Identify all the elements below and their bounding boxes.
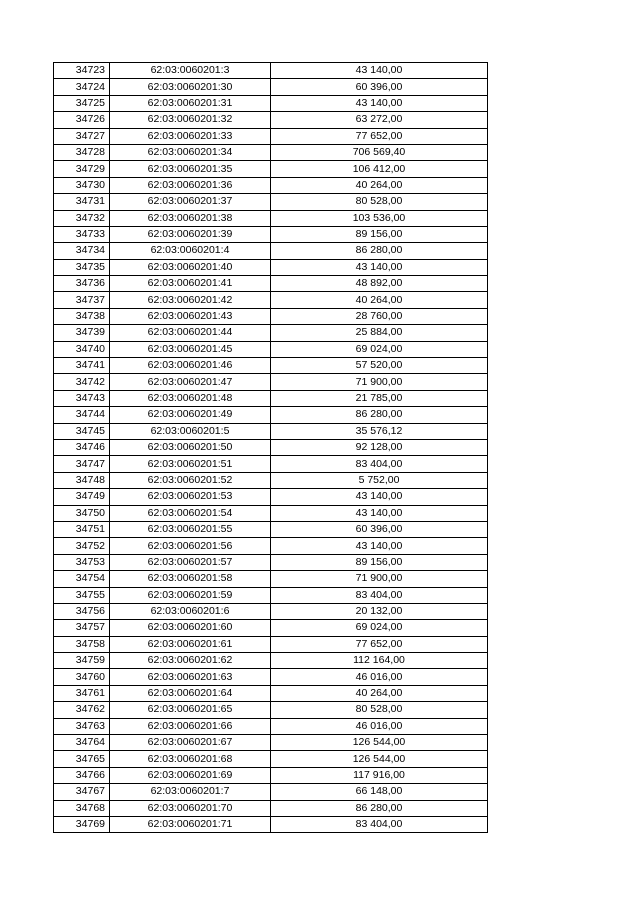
row-number-cell: 34739	[54, 325, 110, 341]
table-row	[54, 603, 488, 619]
cadastral-number-cell: 62:03:0060201:60	[110, 620, 271, 636]
row-number-cell: 34760	[54, 669, 110, 685]
row-number-cell: 34727	[54, 128, 110, 144]
cadastral-value-cell: 103 536,00	[271, 210, 488, 226]
cadastral-value-cell: 126 544,00	[271, 751, 488, 767]
table-row	[54, 341, 488, 357]
cadastral-value-cell: 40 264,00	[271, 177, 488, 193]
row-number-cell: 34728	[54, 144, 110, 160]
cadastral-number-cell: 62:03:0060201:66	[110, 718, 271, 734]
cadastral-value-cell: 43 140,00	[271, 63, 488, 79]
cadastral-value-cell: 5 752,00	[271, 472, 488, 488]
row-number-cell: 34744	[54, 407, 110, 423]
cadastral-value-cell: 48 892,00	[271, 276, 488, 292]
cadastral-value-cell: 25 884,00	[271, 325, 488, 341]
cadastral-number-cell: 62:03:0060201:55	[110, 521, 271, 537]
cadastral-value-cell: 35 576,12	[271, 423, 488, 439]
cadastral-number-cell: 62:03:0060201:47	[110, 374, 271, 390]
row-number-cell: 34737	[54, 292, 110, 308]
row-number-cell: 34764	[54, 735, 110, 751]
cadastral-number-cell: 62:03:0060201:65	[110, 702, 271, 718]
cadastral-value-cell: 106 412,00	[271, 161, 488, 177]
table-row	[54, 325, 488, 341]
cadastral-number-cell: 62:03:0060201:54	[110, 505, 271, 521]
row-number-cell: 34733	[54, 226, 110, 242]
row-number-cell: 34750	[54, 505, 110, 521]
row-number-cell: 34765	[54, 751, 110, 767]
table-row	[54, 194, 488, 210]
cadastral-value-cell: 89 156,00	[271, 226, 488, 242]
row-number-cell: 34769	[54, 816, 110, 832]
cadastral-value-cell: 83 404,00	[271, 816, 488, 832]
cadastral-number-cell: 62:03:0060201:44	[110, 325, 271, 341]
table-row	[54, 784, 488, 800]
cadastral-value-cell: 126 544,00	[271, 735, 488, 751]
table-row	[54, 669, 488, 685]
table-row	[54, 767, 488, 783]
table-row	[54, 653, 488, 669]
table-row	[54, 620, 488, 636]
cadastral-value-cell: 86 280,00	[271, 800, 488, 816]
row-number-cell: 34749	[54, 489, 110, 505]
table-row	[54, 538, 488, 554]
row-number-cell: 34747	[54, 456, 110, 472]
cadastral-value-cell: 706 569,40	[271, 144, 488, 160]
cadastral-value-cell: 77 652,00	[271, 636, 488, 652]
cadastral-number-cell: 62:03:0060201:3	[110, 63, 271, 79]
cadastral-number-cell: 62:03:0060201:46	[110, 358, 271, 374]
row-number-cell: 34768	[54, 800, 110, 816]
row-number-cell: 34729	[54, 161, 110, 177]
row-number-cell: 34738	[54, 308, 110, 324]
row-number-cell: 34762	[54, 702, 110, 718]
table-row	[54, 112, 488, 128]
row-number-cell: 34766	[54, 767, 110, 783]
cadastral-number-cell: 62:03:0060201:6	[110, 603, 271, 619]
table-row	[54, 63, 488, 79]
table-row	[54, 79, 488, 95]
cadastral-number-cell: 62:03:0060201:58	[110, 571, 271, 587]
cadastral-number-cell: 62:03:0060201:41	[110, 276, 271, 292]
table-row	[54, 358, 488, 374]
row-number-cell: 34761	[54, 685, 110, 701]
table-row	[54, 505, 488, 521]
cadastral-value-cell: 21 785,00	[271, 390, 488, 406]
table-row	[54, 390, 488, 406]
cadastral-number-cell: 62:03:0060201:51	[110, 456, 271, 472]
row-number-cell: 34730	[54, 177, 110, 193]
cadastral-value-cell: 86 280,00	[271, 243, 488, 259]
table-row	[54, 816, 488, 832]
table-row	[54, 489, 488, 505]
cadastral-number-cell: 62:03:0060201:30	[110, 79, 271, 95]
cadastral-number-cell: 62:03:0060201:39	[110, 226, 271, 242]
cadastral-value-cell: 89 156,00	[271, 554, 488, 570]
cadastral-value-cell: 80 528,00	[271, 702, 488, 718]
table-row	[54, 587, 488, 603]
row-number-cell: 34742	[54, 374, 110, 390]
cadastral-number-cell: 62:03:0060201:4	[110, 243, 271, 259]
table-row	[54, 226, 488, 242]
table-row	[54, 702, 488, 718]
row-number-cell: 34767	[54, 784, 110, 800]
row-number-cell: 34724	[54, 79, 110, 95]
cadastral-value-cell: 60 396,00	[271, 79, 488, 95]
cadastral-number-cell: 62:03:0060201:69	[110, 767, 271, 783]
cadastral-number-cell: 62:03:0060201:45	[110, 341, 271, 357]
table-row	[54, 144, 488, 160]
cadastral-number-cell: 62:03:0060201:59	[110, 587, 271, 603]
cadastral-number-cell: 62:03:0060201:57	[110, 554, 271, 570]
row-number-cell: 34753	[54, 554, 110, 570]
row-number-cell: 34751	[54, 521, 110, 537]
cadastral-number-cell: 62:03:0060201:34	[110, 144, 271, 160]
table-row	[54, 751, 488, 767]
cadastral-number-cell: 62:03:0060201:70	[110, 800, 271, 816]
table-row	[54, 308, 488, 324]
row-number-cell: 34757	[54, 620, 110, 636]
cadastral-number-cell: 62:03:0060201:33	[110, 128, 271, 144]
cadastral-number-cell: 62:03:0060201:37	[110, 194, 271, 210]
cadastral-number-cell: 62:03:0060201:50	[110, 439, 271, 455]
cadastral-number-cell: 62:03:0060201:56	[110, 538, 271, 554]
cadastral-value-cell: 71 900,00	[271, 571, 488, 587]
cadastral-number-cell: 62:03:0060201:68	[110, 751, 271, 767]
document-page	[53, 62, 487, 833]
cadastral-value-cell: 43 140,00	[271, 538, 488, 554]
row-number-cell: 34741	[54, 358, 110, 374]
row-number-cell: 34731	[54, 194, 110, 210]
cadastral-number-cell: 62:03:0060201:61	[110, 636, 271, 652]
cadastral-number-cell: 62:03:0060201:35	[110, 161, 271, 177]
table-row	[54, 571, 488, 587]
cadastral-value-cell: 83 404,00	[271, 587, 488, 603]
row-number-cell: 34743	[54, 390, 110, 406]
table-row	[54, 177, 488, 193]
row-number-cell: 34755	[54, 587, 110, 603]
cadastral-number-cell: 62:03:0060201:67	[110, 735, 271, 751]
cadastral-number-cell: 62:03:0060201:42	[110, 292, 271, 308]
row-number-cell: 34752	[54, 538, 110, 554]
table-row	[54, 374, 488, 390]
cadastral-value-cell: 43 140,00	[271, 259, 488, 275]
cadastral-number-cell: 62:03:0060201:7	[110, 784, 271, 800]
cadastral-value-cell: 40 264,00	[271, 685, 488, 701]
cadastral-value-cell: 77 652,00	[271, 128, 488, 144]
table-body	[54, 63, 488, 833]
row-number-cell: 34754	[54, 571, 110, 587]
cadastral-number-cell: 62:03:0060201:49	[110, 407, 271, 423]
table-row	[54, 735, 488, 751]
cadastral-value-table	[53, 62, 488, 833]
cadastral-number-cell: 62:03:0060201:62	[110, 653, 271, 669]
cadastral-value-cell: 69 024,00	[271, 341, 488, 357]
table-row	[54, 636, 488, 652]
table-row	[54, 276, 488, 292]
table-row	[54, 161, 488, 177]
table-row	[54, 128, 488, 144]
table-row	[54, 521, 488, 537]
cadastral-value-cell: 43 140,00	[271, 489, 488, 505]
cadastral-number-cell: 62:03:0060201:53	[110, 489, 271, 505]
table-row	[54, 210, 488, 226]
table-row	[54, 472, 488, 488]
table-row	[54, 95, 488, 111]
cadastral-number-cell: 62:03:0060201:40	[110, 259, 271, 275]
cadastral-number-cell: 62:03:0060201:71	[110, 816, 271, 832]
table-row	[54, 718, 488, 734]
cadastral-value-cell: 46 016,00	[271, 718, 488, 734]
cadastral-value-cell: 71 900,00	[271, 374, 488, 390]
cadastral-number-cell: 62:03:0060201:5	[110, 423, 271, 439]
cadastral-value-cell: 43 140,00	[271, 95, 488, 111]
cadastral-number-cell: 62:03:0060201:48	[110, 390, 271, 406]
row-number-cell: 34740	[54, 341, 110, 357]
cadastral-number-cell: 62:03:0060201:43	[110, 308, 271, 324]
row-number-cell: 34745	[54, 423, 110, 439]
cadastral-number-cell: 62:03:0060201:32	[110, 112, 271, 128]
cadastral-value-cell: 28 760,00	[271, 308, 488, 324]
cadastral-value-cell: 43 140,00	[271, 505, 488, 521]
cadastral-value-cell: 46 016,00	[271, 669, 488, 685]
table-row	[54, 554, 488, 570]
table-row	[54, 423, 488, 439]
cadastral-value-cell: 63 272,00	[271, 112, 488, 128]
table-row	[54, 292, 488, 308]
row-number-cell: 34746	[54, 439, 110, 455]
row-number-cell: 34758	[54, 636, 110, 652]
cadastral-value-cell: 80 528,00	[271, 194, 488, 210]
row-number-cell: 34735	[54, 259, 110, 275]
cadastral-value-cell: 20 132,00	[271, 603, 488, 619]
table-row	[54, 407, 488, 423]
cadastral-number-cell: 62:03:0060201:64	[110, 685, 271, 701]
row-number-cell: 34736	[54, 276, 110, 292]
cadastral-value-cell: 92 128,00	[271, 439, 488, 455]
cadastral-value-cell: 40 264,00	[271, 292, 488, 308]
cadastral-value-cell: 60 396,00	[271, 521, 488, 537]
row-number-cell: 34726	[54, 112, 110, 128]
cadastral-number-cell: 62:03:0060201:63	[110, 669, 271, 685]
row-number-cell: 34734	[54, 243, 110, 259]
row-number-cell: 34763	[54, 718, 110, 734]
row-number-cell: 34732	[54, 210, 110, 226]
table-row	[54, 800, 488, 816]
table-row	[54, 439, 488, 455]
row-number-cell: 34756	[54, 603, 110, 619]
row-number-cell: 34748	[54, 472, 110, 488]
row-number-cell: 34759	[54, 653, 110, 669]
cadastral-value-cell: 66 148,00	[271, 784, 488, 800]
cadastral-value-cell: 117 916,00	[271, 767, 488, 783]
cadastral-value-cell: 112 164,00	[271, 653, 488, 669]
cadastral-number-cell: 62:03:0060201:38	[110, 210, 271, 226]
cadastral-number-cell: 62:03:0060201:52	[110, 472, 271, 488]
cadastral-value-cell: 57 520,00	[271, 358, 488, 374]
row-number-cell: 34725	[54, 95, 110, 111]
table-row	[54, 685, 488, 701]
cadastral-value-cell: 86 280,00	[271, 407, 488, 423]
table-row	[54, 456, 488, 472]
cadastral-value-cell: 83 404,00	[271, 456, 488, 472]
table-row	[54, 259, 488, 275]
table-row	[54, 243, 488, 259]
cadastral-number-cell: 62:03:0060201:31	[110, 95, 271, 111]
row-number-cell: 34723	[54, 63, 110, 79]
cadastral-number-cell: 62:03:0060201:36	[110, 177, 271, 193]
cadastral-value-cell: 69 024,00	[271, 620, 488, 636]
